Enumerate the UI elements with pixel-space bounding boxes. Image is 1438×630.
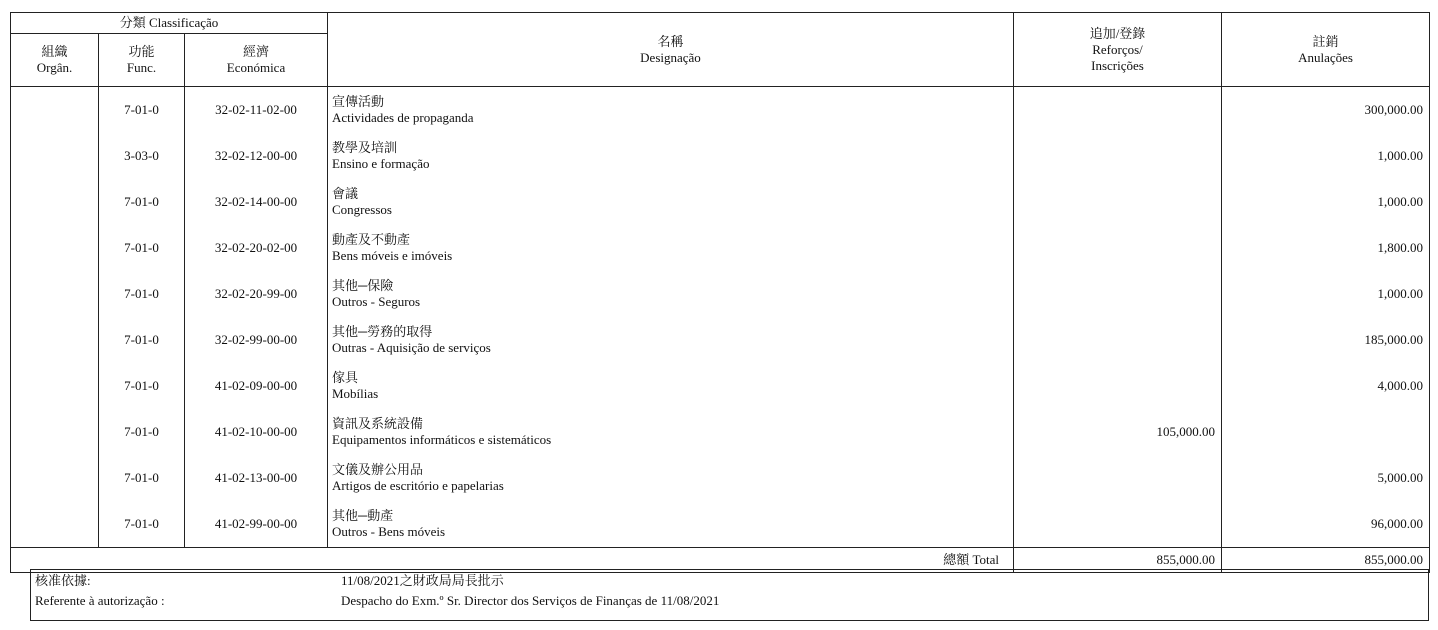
total-anulacoes: 855,000.00 xyxy=(1222,548,1430,573)
anulacoes-cell: 4,000.00 xyxy=(1222,363,1430,409)
reforcos-header-pt1: Reforços/ xyxy=(1092,41,1143,57)
reforcos-header-pt2: Inscrições xyxy=(1091,57,1144,73)
header-row-top xyxy=(11,13,1430,34)
organ-cell xyxy=(11,87,99,134)
func-cell: 7-01-0 xyxy=(99,317,185,363)
reforcos-cell xyxy=(1014,271,1222,317)
designation-pt: Equipamentos informáticos e sistemáticos xyxy=(332,432,552,447)
table-row xyxy=(11,179,1430,225)
table-row xyxy=(11,455,1430,501)
designation-pt: Artigos de escritório e papelarias xyxy=(332,478,504,493)
table-body xyxy=(11,87,1430,548)
designation-pt: Actividades de propaganda xyxy=(332,110,474,125)
func-header xyxy=(99,34,185,87)
auth-label-pt: Referente à autorização : xyxy=(35,593,165,608)
organ-cell xyxy=(11,409,99,455)
designation-cell xyxy=(328,501,1014,548)
designation-zh: 資訊及系統設備 xyxy=(332,416,424,431)
auth-value-zh: 11/08/2021之財政局局長批示 xyxy=(341,573,504,588)
designation-cell xyxy=(328,87,1014,134)
organ-cell xyxy=(11,501,99,548)
designation-zh: 動產及不動產 xyxy=(332,232,411,247)
table-row xyxy=(11,87,1430,134)
reforcos-cell xyxy=(1014,363,1222,409)
econ-cell: 32-02-11-02-00 xyxy=(185,87,328,134)
reforcos-cell xyxy=(1014,317,1222,363)
reforcos-header-zh: 追加/登錄 xyxy=(1089,25,1146,41)
designation-zh: 宣傳活動 xyxy=(332,94,385,109)
econ-cell: 41-02-13-00-00 xyxy=(185,455,328,501)
authorization-table xyxy=(30,571,1429,611)
organ-header xyxy=(11,34,99,87)
anulacoes-cell: 300,000.00 xyxy=(1222,87,1430,134)
func-header-zh: 功能 xyxy=(128,44,155,59)
anulacoes-cell: 1,800.00 xyxy=(1222,225,1430,271)
organ-header-zh: 組織 xyxy=(41,44,68,59)
designation-zh: 會議 xyxy=(332,186,359,201)
designation-pt: Mobílias xyxy=(332,386,379,401)
designation-pt: Outros - Bens móveis xyxy=(332,524,446,539)
designation-pt: Outras - Aquisição de serviços xyxy=(332,340,491,355)
econ-cell: 32-02-99-00-00 xyxy=(185,317,328,363)
designation-zh: 文儀及辦公用品 xyxy=(332,462,424,477)
organ-cell xyxy=(11,271,99,317)
organ-header-pt: Orgân. xyxy=(36,60,73,75)
func-header-pt: Func. xyxy=(126,60,157,75)
auth-label-zh: 核准依據: xyxy=(35,573,91,588)
organ-cell xyxy=(11,455,99,501)
reforcos-cell xyxy=(1014,133,1222,179)
econ-cell: 32-02-20-99-00 xyxy=(185,271,328,317)
anulacoes-cell xyxy=(1222,409,1430,455)
reforcos-cell xyxy=(1014,501,1222,548)
table-row xyxy=(11,501,1430,548)
anulacoes-header-zh: 註銷 xyxy=(1312,33,1339,49)
designation-header-pt: Designação xyxy=(640,49,701,65)
reforcos-cell xyxy=(1014,455,1222,501)
organ-cell xyxy=(11,179,99,225)
econ-header xyxy=(185,34,328,87)
organ-cell xyxy=(11,363,99,409)
func-cell: 7-01-0 xyxy=(99,225,185,271)
reforcos-cell xyxy=(1014,225,1222,271)
func-cell: 7-01-0 xyxy=(99,87,185,134)
func-cell: 7-01-0 xyxy=(99,501,185,548)
total-reforcos: 855,000.00 xyxy=(1014,548,1222,573)
designation-cell xyxy=(328,455,1014,501)
func-cell: 7-01-0 xyxy=(99,179,185,225)
designation-cell xyxy=(328,409,1014,455)
designation-pt: Ensino e formação xyxy=(332,156,430,171)
func-cell: 7-01-0 xyxy=(99,363,185,409)
reforcos-cell: 105,000.00 xyxy=(1014,409,1222,455)
total-label: 總額 Total xyxy=(11,548,1014,573)
anulacoes-cell: 5,000.00 xyxy=(1222,455,1430,501)
anulacoes-cell: 1,000.00 xyxy=(1222,271,1430,317)
designation-header-zh: 名稱 xyxy=(657,33,684,49)
reforcos-header xyxy=(1014,13,1222,87)
designation-zh: 教學及培訓 xyxy=(332,140,398,155)
econ-header-zh: 經濟 xyxy=(242,44,269,59)
designation-zh: 其他─動產 xyxy=(332,508,394,523)
anulacoes-cell: 1,000.00 xyxy=(1222,179,1430,225)
designation-pt: Bens móveis e imóveis xyxy=(332,248,453,263)
func-cell: 3-03-0 xyxy=(99,133,185,179)
organ-cell xyxy=(11,133,99,179)
table-row xyxy=(11,363,1430,409)
anulacoes-header-pt: Anulações xyxy=(1298,49,1353,65)
table-row xyxy=(11,133,1430,179)
anulacoes-cell: 1,000.00 xyxy=(1222,133,1430,179)
econ-cell: 32-02-20-02-00 xyxy=(185,225,328,271)
anulacoes-cell: 96,000.00 xyxy=(1222,501,1430,548)
table-row xyxy=(11,271,1430,317)
classification-header: 分類 Classificação xyxy=(11,13,328,34)
func-cell: 7-01-0 xyxy=(99,409,185,455)
designation-cell xyxy=(328,179,1014,225)
organ-cell xyxy=(11,225,99,271)
table-row xyxy=(11,317,1430,363)
designation-zh: 傢具 xyxy=(332,370,359,385)
designation-zh: 其他─勞務的取得 xyxy=(332,324,433,339)
designation-pt: Congressos xyxy=(332,202,392,217)
table-row xyxy=(11,409,1430,455)
designation-pt: Outros - Seguros xyxy=(332,294,421,309)
econ-cell: 41-02-99-00-00 xyxy=(185,501,328,548)
designation-cell xyxy=(328,271,1014,317)
anulacoes-header xyxy=(1222,13,1430,87)
func-cell: 7-01-0 xyxy=(99,455,185,501)
anulacoes-cell: 185,000.00 xyxy=(1222,317,1430,363)
designation-cell xyxy=(328,363,1014,409)
designation-header xyxy=(328,13,1014,87)
designation-cell xyxy=(328,133,1014,179)
auth-value-pt: Despacho do Exm.º Sr. Director dos Serviços de Finanças de 11/08/2021 xyxy=(341,593,720,608)
designation-zh: 其他─保險 xyxy=(332,278,394,293)
reforcos-cell xyxy=(1014,179,1222,225)
reforcos-cell xyxy=(1014,87,1222,134)
organ-cell xyxy=(11,317,99,363)
econ-cell: 41-02-10-00-00 xyxy=(185,409,328,455)
table-row xyxy=(11,225,1430,271)
econ-cell: 32-02-14-00-00 xyxy=(185,179,328,225)
func-cell: 7-01-0 xyxy=(99,271,185,317)
econ-cell: 41-02-09-00-00 xyxy=(185,363,328,409)
econ-cell: 32-02-12-00-00 xyxy=(185,133,328,179)
econ-header-pt: Económica xyxy=(226,60,286,75)
designation-cell xyxy=(328,317,1014,363)
designation-cell xyxy=(328,225,1014,271)
budget-table xyxy=(10,12,1430,573)
